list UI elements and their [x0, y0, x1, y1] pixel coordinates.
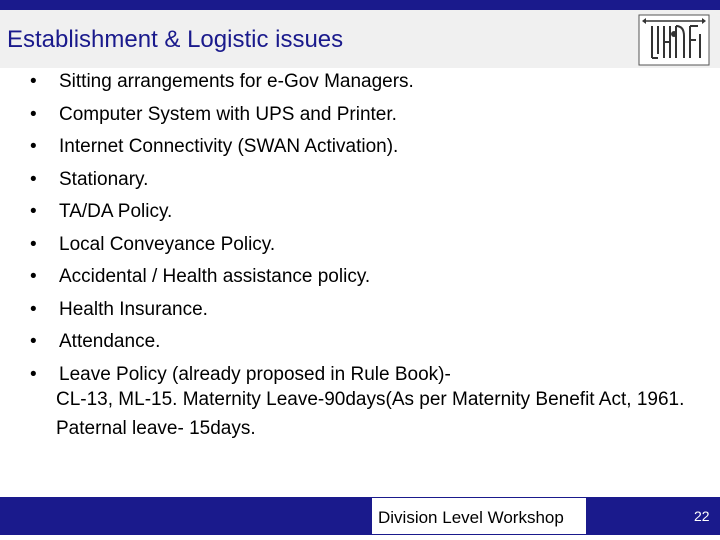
bullet-icon: • [30, 331, 37, 352]
bullet-icon: • [30, 168, 37, 190]
bullet-icon: • [30, 233, 37, 255]
bullet-icon: • [30, 266, 37, 287]
bullet-text: Attendance. [59, 331, 161, 352]
list-item [30, 131, 710, 164]
bullet-icon: • [30, 136, 37, 157]
bullet-icon: • [30, 103, 37, 125]
bullet-icon: • [30, 201, 37, 222]
bullet-list [30, 66, 710, 391]
bullet-text: Internet Connectivity (SWAN Activation). [59, 136, 399, 157]
list-item [30, 66, 710, 99]
page-number: 22 [694, 508, 710, 524]
bullet-icon: • [30, 71, 37, 92]
bullet-text: TA/DA Policy. [59, 201, 173, 222]
bullet-text: Health Insurance. [59, 298, 208, 320]
bullet-icon: • [30, 298, 37, 320]
leave-policy-details: CL-13, ML-15. Maternity Leave-90days(As per Maternity Benefit Act, 1961. Paternal leave- 15days. [56, 389, 685, 439]
bullet-text: Leave Policy (already proposed in Rule Book)- [59, 363, 451, 385]
list-item [30, 294, 710, 327]
footer-bar [0, 497, 720, 535]
list-item [30, 326, 710, 359]
bullet-icon: • [30, 363, 37, 385]
bullet-text: Sitting arrangements for e-Gov Managers. [59, 71, 414, 92]
list-item [30, 229, 710, 262]
footer-label: Division Level Workshop [378, 508, 564, 527]
slide-title: Establishment & Logistic issues [7, 26, 344, 53]
bullet-text: Accidental / Health assistance policy. [59, 266, 371, 287]
list-item [30, 164, 710, 197]
bullet-text: Local Conveyance Policy. [59, 233, 276, 255]
institution-logo-icon [638, 14, 710, 66]
bullet-text: Computer System with UPS and Printer. [59, 103, 397, 125]
list-item [30, 196, 710, 229]
list-item [30, 261, 710, 294]
bullet-text: Stationary. [59, 168, 149, 190]
top-accent-bar [0, 0, 720, 10]
list-item [30, 99, 710, 132]
